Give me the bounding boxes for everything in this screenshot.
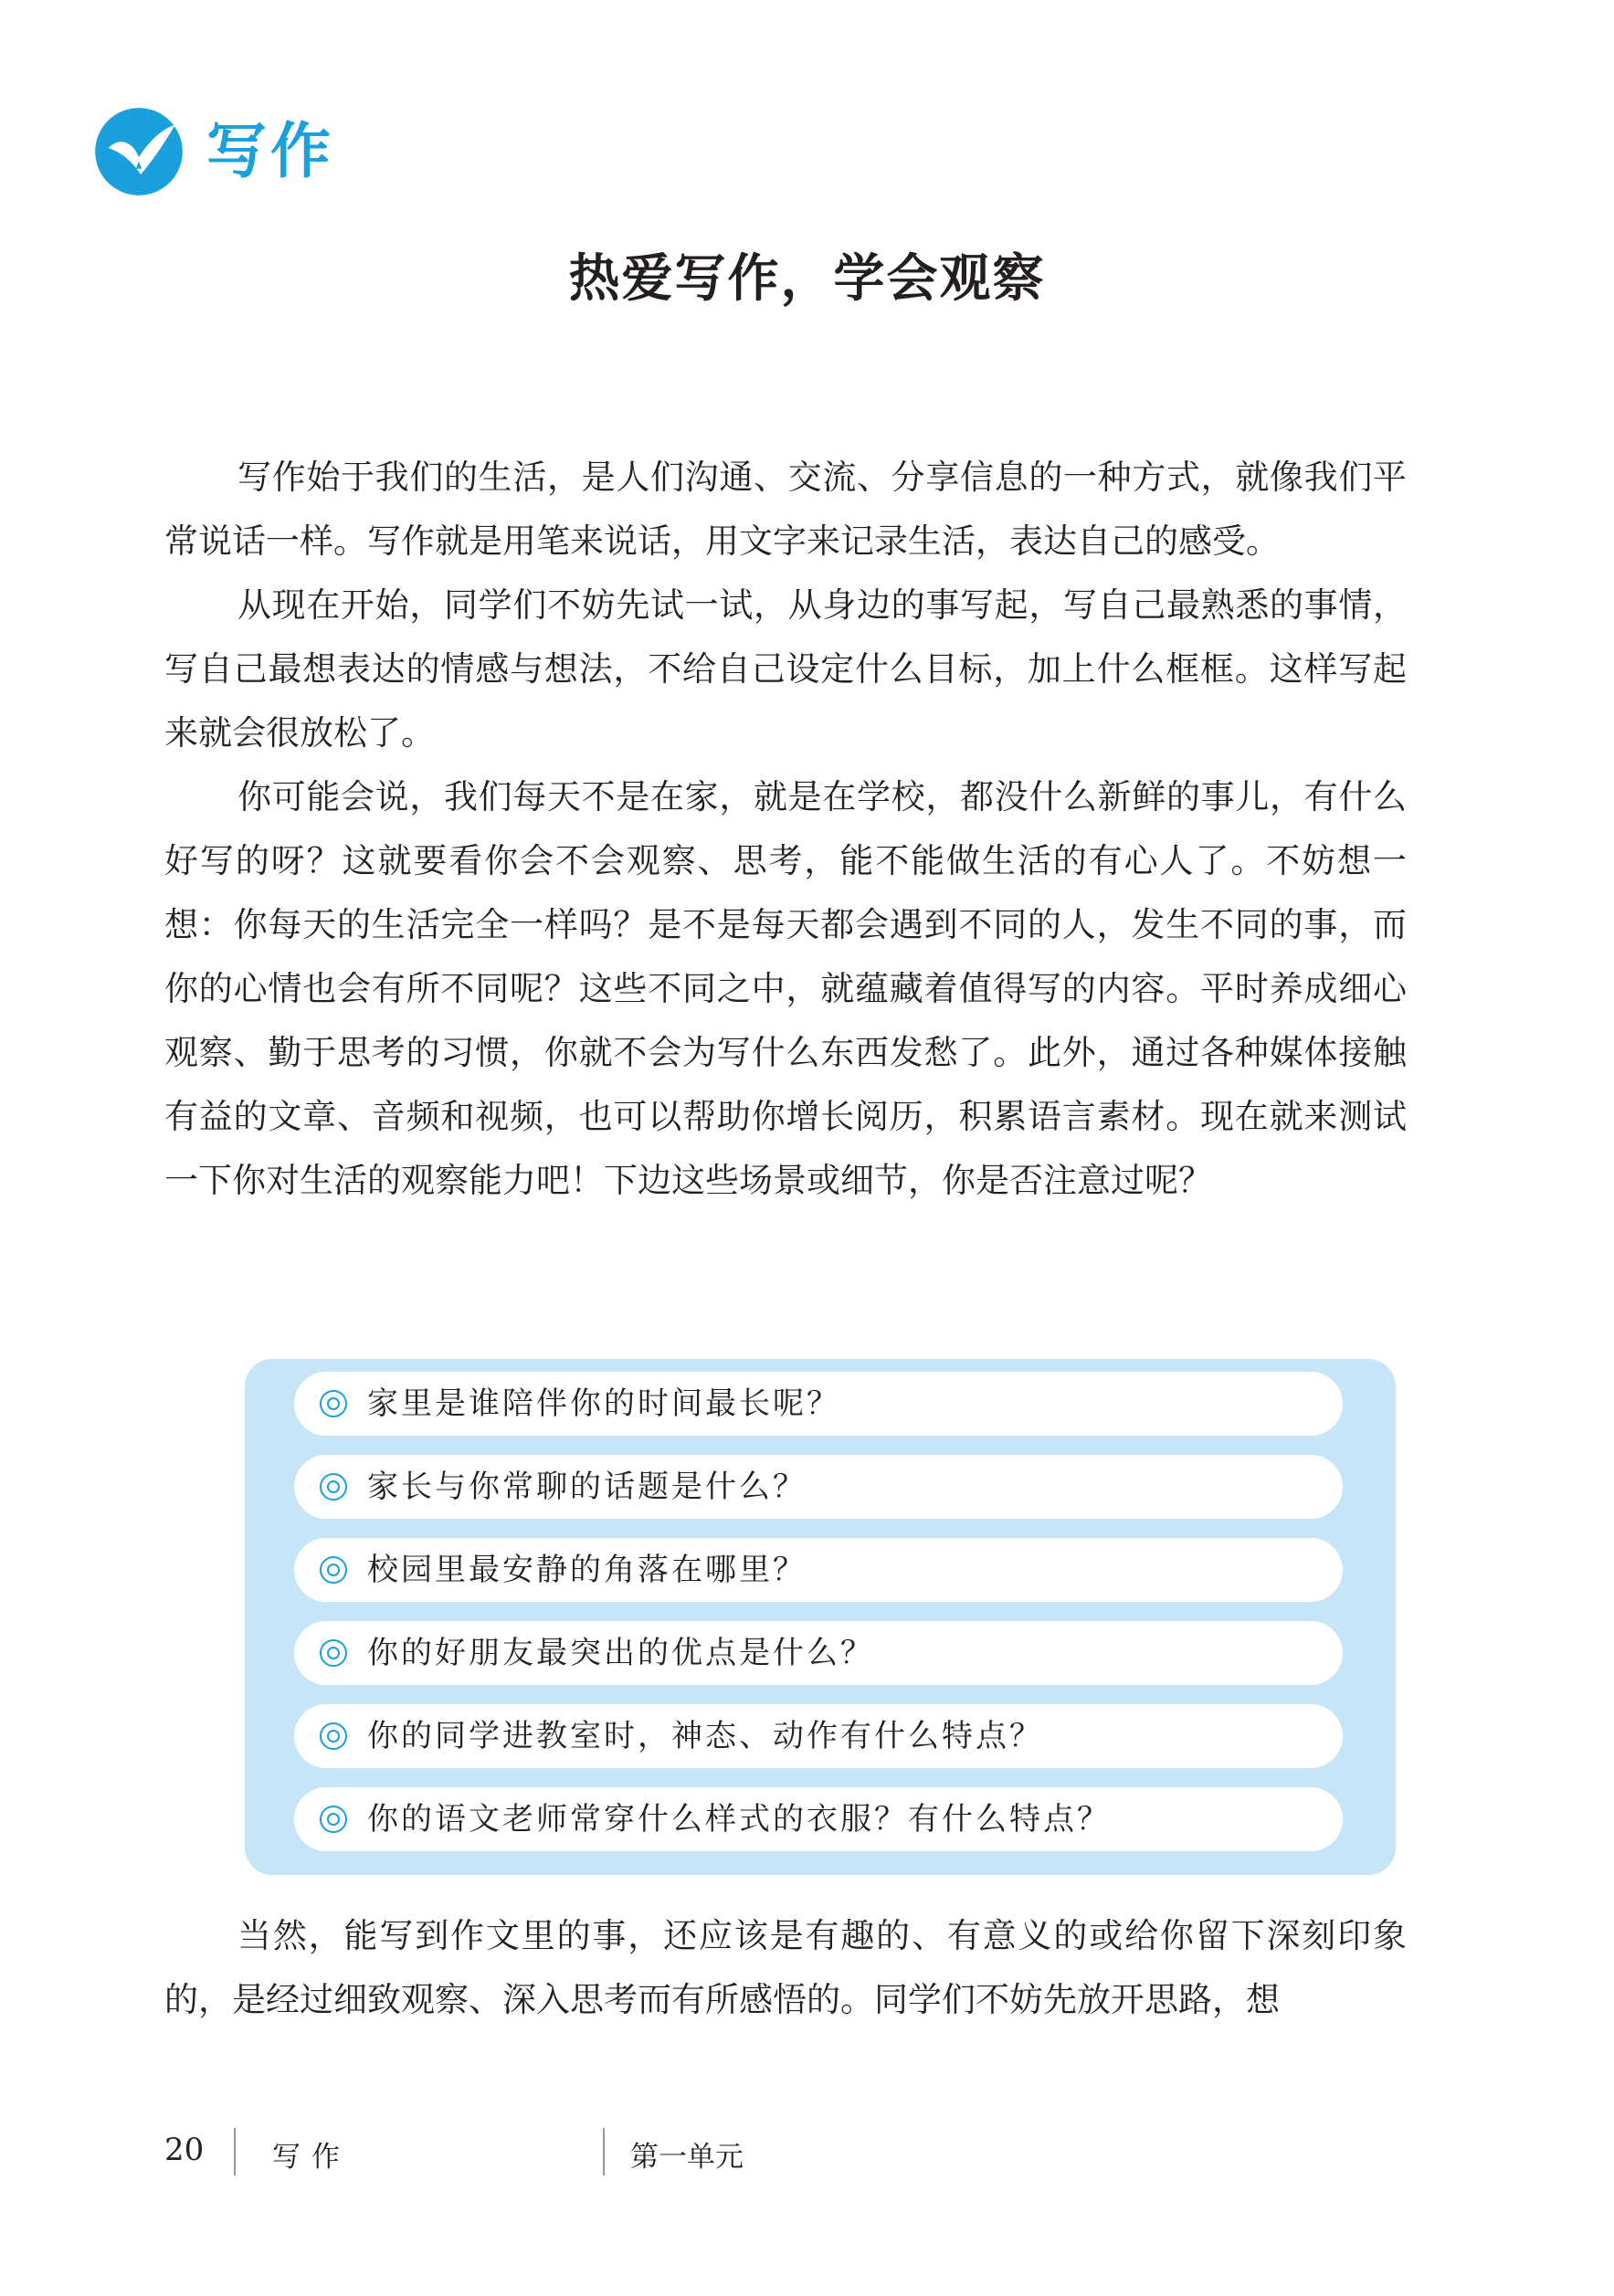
question-text: 校园里最安静的角落在哪里？ xyxy=(367,1552,807,1588)
page-title: 热爱写作，学会观察 xyxy=(568,249,1046,309)
paragraph: 当然，能写到作文里的事，还应该是有趣的、有意义的或给你留下深刻印象的，是经过细致观察、深入思考而有所感悟的。同学们不妨先放开思路，想 xyxy=(164,1916,1407,2019)
footer-unit-label: 第一单元 xyxy=(630,2141,744,2174)
page-footer xyxy=(0,2128,1614,2183)
double-circle-icon xyxy=(320,1390,347,1417)
paragraph: 从现在开始，同学们不妨先试一试，从身边的事写起，写自己最熟悉的事情，写自己最想表达的情感与想法，不给自己设定什么目标，加上什么框框。这样写起来就会很放松了。 xyxy=(164,585,1407,753)
body-text-bottom xyxy=(164,1904,1407,2032)
question-item xyxy=(294,1621,1343,1685)
question-item xyxy=(294,1704,1343,1768)
double-circle-icon xyxy=(320,1806,347,1833)
paragraph: 你可能会说，我们每天不是在家，就是在学校，都没什么新鲜的事儿，有什么好写的呀？这就要看你会不会观察、思考，能不能做生活的有心人了。不妨想一想：你每天的生活完全一样吗？是不是每天都会遇到不同的人，发生不同的事，而你的心情也会有所不同呢？这些不同之中，就蕴藏着值得写的内容。平时养成细心观察、勤于思考的习惯，你就不会为写什么东西发愁了。此外，通过各种媒体接触有益的文章、音频和视频，也可以帮助你增长阅历，积累语言素材。现在就来测试一下你对生活的观察能力吧！下边这些场景或细节，你是否注意过呢？ xyxy=(164,777,1407,1200)
page-number: 20 xyxy=(164,2132,205,2168)
pen-circle-icon xyxy=(91,104,186,199)
double-circle-icon xyxy=(320,1639,347,1667)
double-circle-icon xyxy=(320,1722,347,1750)
question-text: 你的同学进教室时，神态、动作有什么特点？ xyxy=(367,1718,1043,1754)
question-item xyxy=(294,1787,1343,1851)
double-circle-icon xyxy=(320,1473,347,1501)
double-circle-icon xyxy=(320,1556,347,1584)
footer-divider xyxy=(603,2128,605,2175)
body-text-top xyxy=(164,446,1407,1213)
question-text: 家里是谁陪伴你的时间最长呢？ xyxy=(367,1385,840,1422)
question-text: 你的好朋友最突出的优点是什么？ xyxy=(367,1635,874,1671)
section-header xyxy=(91,102,334,201)
question-item xyxy=(294,1455,1343,1519)
section-label: 写作 xyxy=(206,116,334,186)
question-list xyxy=(294,1372,1343,1851)
observation-question-box xyxy=(245,1359,1396,1875)
paragraph: 写作始于我们的生活，是人们沟通、交流、分享信息的一种方式，就像我们平常说话一样。写作就是用笔来说话，用文字来记录生活，表达自己的感受。 xyxy=(164,458,1407,561)
question-item xyxy=(294,1372,1343,1436)
footer-divider xyxy=(234,2128,236,2175)
question-item xyxy=(294,1538,1343,1602)
footer-section-label: 写作 xyxy=(272,2141,351,2174)
question-text: 家长与你常聊的话题是什么？ xyxy=(367,1469,807,1505)
question-text: 你的语文老师常穿什么样式的衣服？有什么特点？ xyxy=(367,1801,1111,1838)
